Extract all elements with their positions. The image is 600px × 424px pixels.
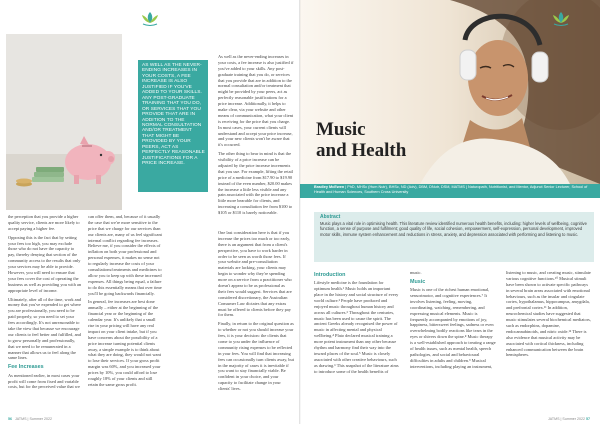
music-heading: Music — [410, 278, 426, 285]
paragraph: The other thing to bear in mind is that the visibility of a price increase can be adjusted by the price increase increments that you use. For example, lifting the retail price of a medicine from $17.90 to $19.90 instead of the even number, $20.00 makes the increase a little less visible and any pain associated with the price increase a little more bearable for clients, and increasing a consultation fee from $100 to $105 or $110 is barely noticeable. — [218, 151, 293, 216]
abstract-heading: Abstract — [320, 214, 341, 220]
paragraph: listening to music, and creating music, stimulate various cognitive functions.¹⁰ Musical stimuli have been shown to activate specific pathways in several brain areas associated with emotional behaviours, such as the insular and cingulate cortex, hypothalamus, hippocampus, amygdala, and prefrontal cortex.¹¹ In addition, neurochemical studies have suggested that music stimulates several biochemical mediators, such as endorphins, dopamine, endocannabinoids, and nitric oxide.¹² There is also evidence that musical activity may be associated with cortical thickness, including enhanced communication between the brain hemispheres. — [506, 270, 591, 358]
intro-column — [314, 270, 400, 377]
title-line-1: Music — [316, 119, 366, 140]
page-fold — [299, 0, 301, 424]
piggy-bank-photo — [6, 34, 122, 210]
author-name: Bradley McEwen — [314, 185, 345, 189]
paragraph: Opposing this is the fact that by setting your fees too high, you may exclude those who do not have the capacity to pay, thereby denying that section of the community access to the results that only your services may be able to provide. However, you will need to ensure that your fees cover the cost of operating the business as well as providing you with an appropriate level of income. — [8, 234, 82, 293]
paragraph: In general, fee increases are best done annually – either at the beginning of the financial year or the beginning of the calendar year. It's unlikely that a small rise in your pricing will have any real impact on your client intake, but if you have concerns about the possibility of a price increase turning potential clients away, a simple example is to think about what they are doing, they would not want to lose their services. If your gross profit margin was 60%, and you increased your prices by 10%, you could afford to lose roughly 18% of your clients and still retain the same gross profit. — [88, 299, 161, 387]
music-column — [410, 270, 496, 373]
abstract-box — [314, 212, 594, 262]
author-byline — [300, 184, 600, 198]
paragraph: music. — [410, 270, 422, 275]
paragraph: Ultimately, after all of the time, work and money that you've expended to get where you are professionally, you need to be paid properly, so you need to set your fees accordingly. It's not unreasonable to take the view that because we encourage our clients to feel better and fulfilled, and to grow personally and professionally, that we need to be remunerated in a manner that allows us to feel along the same lines. — [8, 296, 81, 361]
lotus-logo-icon — [139, 10, 161, 26]
column-top-right — [218, 54, 294, 219]
column-2 — [88, 214, 162, 391]
column-3 — [218, 230, 294, 395]
introduction-heading: Introduction — [314, 272, 346, 278]
lotus-logo-icon — [550, 10, 572, 26]
paragraph: Finally, in return to the original question as to whether or not you should increase your fees, it is your decision: the clients that come to you under the influence of community rising expenses to be reflected in your fees. You will find that increasing fees can occasionally turn clients away, but in the majority of cases it is inevitable if you want to stay financially viable. Be confident in your choice, and your capacity to facilitate change in your clients' lives. — [218, 321, 294, 392]
page-number: 56 — [8, 417, 12, 421]
footer-text: JATMS | Summer 2022 — [547, 417, 585, 421]
paragraph: Music is one of the richest human emotional, sensorimotor, and cognitive experiences.⁷ It involves listening, feeling, moving, coordinating, watching, remembering, and expressing musical elements. Music is frequently accompanied by emotions of joy, happiness, bittersweet feelings, sadness or even overwhelming bodily reactions like tears in the eyes or shivers down the spine.⁸ Music therapy is a well-established approach to treating a range of health issues, such as mental health, speech pathologies, and social and behavioural difficulties in adults and children.⁹ Musical interventions, including playing an instrument, — [410, 287, 496, 369]
fee-increases-heading: Fee Increases — [8, 364, 44, 371]
paragraph: Lifestyle medicine is the foundation for optimum health.¹ Music holds an important place in the history and social structure of every world culture.² People have produced and enjoyed music throughout human history and across all cultures.³ Throughout the centuries, music has been used to cause the spirit. The ancient Greeks already recognised the power of music in affecting mental and physical wellbeing.⁴ Plato declared musical training a more potent instrument than any other because rhythm and harmony find their way into the inward places of the soul.⁵ Music is closely associated with other creative behaviours, such as drawing.⁶ This snapshot of the literature aims to introduce some of the health benefits of — [314, 280, 399, 374]
pull-quote-text: AS WELL AS THE NEVER-ENDING INCREASES IN YOUR COSTS, A FEE INCREASE IS ALSO JUSTIFIED IF YOU'VE ADDED TO YOUR SKILLS. ANY POST-GRADUATE TRAINING THAT YOU DO, OR SERVICES THAT YOU PROVIDE THAT ARE IN ADDITION TO THE NORMAL CONSULTATION AND/OR TREATMENT THAT MIGHT BE PROVIDED BY YOUR PEERS, ACT AS PERFECTLY REASONABLE JUSTIFICATIONS FOR A PRICE INCREASE. — [142, 63, 205, 167]
abstract-text: Music plays a vital role in optimising health. This literature review identified numerous health benefits, including: higher levels of wellbeing, cognitive function, a sense of purpose and fulfilment; good quality of life, social cohesion, empowerment, self-expression, personal development, improved motor skills, immune system enhancement and reductions in stress, anxiety, and depression associated with performing and listening to music. — [320, 221, 587, 237]
article-title — [316, 120, 406, 162]
paragraph: the perception that you provide a higher quality service, clients are more likely to accept paying a higher fee. — [8, 214, 80, 231]
right-page — [300, 0, 600, 424]
paragraph: One last consideration here is that if you increase the prices too much or too early, there is an argument that from a client's perspective, you have to work harder in order to be seen as worth those fees. If your website and pre-consultation materials are lacking, your clients may begin to wonder why they're spending more on a service from a practitioner who doesn't appear to be as professional as their fees would suggest. Services that are considered discretionary, the Australian Consumer Law dictates that any extras must be offered to clients before they pay for them. — [218, 230, 292, 318]
right-page-footer — [548, 417, 592, 421]
title-line-2: and Health — [316, 139, 407, 161]
paragraph: As mentioned earlier, in most cases your profit will come from fixed and variable costs, but for the perceived value that we — [8, 372, 80, 390]
paragraph: can offer them, and, because of it usually the case that we're more sensitive to the price that we charge for our services than our clients are, many of us feel significant internal conflict regarding fee increases. Believe me, if you consider the effects of inflation on both your professional and personal expenses, it makes no sense not to regularly increase the costs of your consultations/treatments and medicines to allow you to keep up with these increased expenses. All things being equal, a failure to do this essentially means that over time you'll be going backwards financially. — [88, 214, 162, 296]
column-1 — [8, 214, 82, 393]
music-column-continued — [506, 270, 592, 361]
paragraph: As well as the never-ending increases in your costs, a fee increase is also justified if you've added to your skills. Any post-graduate training that you do, or services that you provide that are in addition to the normal consultation and/or treatment that might be provided by your peers, act as perfectly reasonable justifications for a price increase. Additionally, it helps to make clear, via your website and other means of communication, what your client is receiving for the price that you charge. In most cases, your current clients will understand and accept your price increase, and your new clients won't be aware that it's occurred. — [218, 54, 294, 148]
author-credentials: | PhD, MHSc (Hum Nutr), BHSc, ND (Adv), DBM, DNutr, DSM, MATMS | Naturopath, Nutritionist, and Mentor, Adjunct Senior Lecturer, School of Health and Human Sciences, Southern Cross University — [314, 185, 588, 194]
footer-text: JATMS | Summer 2022 — [15, 417, 53, 421]
left-page-footer — [8, 417, 52, 421]
page-number: 57 — [586, 417, 590, 421]
pull-quote-box — [138, 60, 208, 192]
